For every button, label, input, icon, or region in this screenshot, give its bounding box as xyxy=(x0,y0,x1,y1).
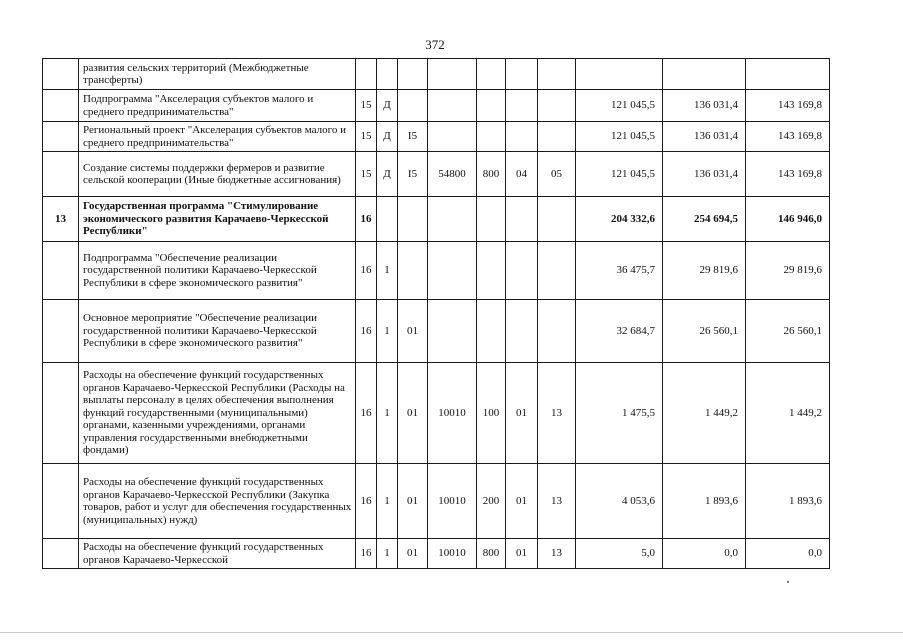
amount-year3-cell: 146 946,0 xyxy=(746,197,830,242)
code-direction-cell: 10010 xyxy=(428,363,477,464)
code-gp-cell: 16 xyxy=(356,363,377,464)
code-om-cell xyxy=(398,59,428,90)
amount-year1-cell: 121 045,5 xyxy=(576,122,663,152)
code-expense-type-cell xyxy=(477,242,506,300)
budget-table xyxy=(42,58,830,569)
code-section-cell xyxy=(506,242,538,300)
code-pp-cell: 1 xyxy=(377,300,398,363)
row-number-cell: 13 xyxy=(43,197,79,242)
code-subsection-cell: 13 xyxy=(538,363,576,464)
code-pp-cell: 1 xyxy=(377,539,398,569)
amount-year1-cell: 36 475,7 xyxy=(576,242,663,300)
table-row xyxy=(43,152,830,197)
code-expense-type-cell: 800 xyxy=(477,539,506,569)
code-direction-cell xyxy=(428,122,477,152)
amount-year3-cell: 1 449,2 xyxy=(746,363,830,464)
code-expense-type-cell: 800 xyxy=(477,152,506,197)
code-om-cell: 01 xyxy=(398,539,428,569)
code-pp-cell: Д xyxy=(377,152,398,197)
row-name-cell: Расходы на обеспечение функций государственных органов Карачаево-Черкесской Республики (Расходы на выплаты персоналу в целях обеспечения выполнения функций государственными (муниципальными) органами, казенными учреждениями, органами управления государственными внебюджетными фондами) xyxy=(79,363,356,464)
amount-year2-cell: 254 694,5 xyxy=(663,197,746,242)
code-subsection-cell: 05 xyxy=(538,152,576,197)
page-number: 372 xyxy=(425,37,445,52)
code-gp-cell: 15 xyxy=(356,90,377,122)
scan-bottom-edge xyxy=(0,632,903,633)
amount-year1-cell xyxy=(576,59,663,90)
code-subsection-cell xyxy=(538,197,576,242)
code-om-cell xyxy=(398,242,428,300)
table-row xyxy=(43,464,830,539)
code-expense-type-cell: 200 xyxy=(477,464,506,539)
amount-year1-cell: 32 684,7 xyxy=(576,300,663,363)
row-name-cell: Подпрограмма "Акселерация субъектов малого и среднего предпринимательства" xyxy=(79,90,356,122)
amount-year2-cell: 136 031,4 xyxy=(663,90,746,122)
code-direction-cell xyxy=(428,59,477,90)
code-direction-cell: 54800 xyxy=(428,152,477,197)
amount-year3-cell: 143 169,8 xyxy=(746,90,830,122)
code-gp-cell: 16 xyxy=(356,464,377,539)
amount-year3-cell: 1 893,6 xyxy=(746,464,830,539)
code-expense-type-cell xyxy=(477,90,506,122)
code-subsection-cell: 13 xyxy=(538,464,576,539)
table-row xyxy=(43,122,830,152)
code-subsection-cell xyxy=(538,242,576,300)
code-direction-cell: 10010 xyxy=(428,464,477,539)
table-row xyxy=(43,539,830,569)
code-pp-cell: 1 xyxy=(377,242,398,300)
row-number-cell xyxy=(43,363,79,464)
code-om-cell xyxy=(398,197,428,242)
row-number-cell xyxy=(43,122,79,152)
row-number-cell xyxy=(43,90,79,122)
amount-year2-cell: 29 819,6 xyxy=(663,242,746,300)
amount-year3-cell xyxy=(746,59,830,90)
code-subsection-cell xyxy=(538,122,576,152)
code-section-cell xyxy=(506,59,538,90)
amount-year2-cell: 0,0 xyxy=(663,539,746,569)
code-om-cell: I5 xyxy=(398,152,428,197)
code-direction-cell: 10010 xyxy=(428,539,477,569)
amount-year2-cell: 1 893,6 xyxy=(663,464,746,539)
code-section-cell xyxy=(506,300,538,363)
row-name-cell: Государственная программа "Стимулирование экономического развития Карачаево-Черкесской Республики" xyxy=(79,197,356,242)
amount-year1-cell: 4 053,6 xyxy=(576,464,663,539)
row-name-cell: развития сельских территорий (Межбюджетные трансферты) xyxy=(79,59,356,90)
code-pp-cell: Д xyxy=(377,122,398,152)
code-expense-type-cell xyxy=(477,300,506,363)
code-pp-cell: 1 xyxy=(377,464,398,539)
amount-year1-cell: 121 045,5 xyxy=(576,90,663,122)
code-om-cell: 01 xyxy=(398,363,428,464)
row-name-cell: Расходы на обеспечение функций государственных органов Карачаево-Черкесской Республики (Закупка товаров, работ и услуг для обеспечения государственных (муниципальных) нужд) xyxy=(79,464,356,539)
code-section-cell: 01 xyxy=(506,363,538,464)
row-name-cell: Основное мероприятие "Обеспечение реализации государственной политики Карачаево-Черкесской Республики в сфере экономического развития" xyxy=(79,300,356,363)
amount-year2-cell: 26 560,1 xyxy=(663,300,746,363)
code-expense-type-cell xyxy=(477,59,506,90)
code-section-cell: 01 xyxy=(506,464,538,539)
code-gp-cell xyxy=(356,59,377,90)
code-gp-cell: 16 xyxy=(356,539,377,569)
code-pp-cell: 1 xyxy=(377,363,398,464)
table-row xyxy=(43,363,830,464)
code-gp-cell: 15 xyxy=(356,122,377,152)
row-number-cell xyxy=(43,242,79,300)
code-subsection-cell xyxy=(538,300,576,363)
row-number-cell xyxy=(43,152,79,197)
amount-year2-cell: 1 449,2 xyxy=(663,363,746,464)
amount-year1-cell: 5,0 xyxy=(576,539,663,569)
row-name-cell: Создание системы поддержки фермеров и развитие сельской кооперации (Иные бюджетные ассигнования) xyxy=(79,152,356,197)
row-number-cell xyxy=(43,300,79,363)
amount-year3-cell: 143 169,8 xyxy=(746,122,830,152)
row-number-cell xyxy=(43,539,79,569)
table-row-program xyxy=(43,197,830,242)
table-row xyxy=(43,300,830,363)
table-row xyxy=(43,59,830,90)
row-number-cell xyxy=(43,464,79,539)
amount-year3-cell: 0,0 xyxy=(746,539,830,569)
code-om-cell xyxy=(398,90,428,122)
code-gp-cell: 16 xyxy=(356,242,377,300)
code-direction-cell xyxy=(428,300,477,363)
code-section-cell xyxy=(506,122,538,152)
amount-year3-cell: 26 560,1 xyxy=(746,300,830,363)
code-section-cell xyxy=(506,197,538,242)
code-pp-cell xyxy=(377,59,398,90)
amount-year1-cell: 121 045,5 xyxy=(576,152,663,197)
amount-year2-cell: 136 031,4 xyxy=(663,152,746,197)
row-name-cell: Расходы на обеспечение функций государственных органов Карачаево-Черкесской xyxy=(79,539,356,569)
amount-year1-cell: 204 332,6 xyxy=(576,197,663,242)
code-gp-cell: 16 xyxy=(356,197,377,242)
code-gp-cell: 16 xyxy=(356,300,377,363)
code-direction-cell xyxy=(428,197,477,242)
code-pp-cell: Д xyxy=(377,90,398,122)
code-expense-type-cell xyxy=(477,197,506,242)
amount-year3-cell: 29 819,6 xyxy=(746,242,830,300)
code-direction-cell xyxy=(428,90,477,122)
table-row xyxy=(43,242,830,300)
code-gp-cell: 15 xyxy=(356,152,377,197)
amount-year1-cell: 1 475,5 xyxy=(576,363,663,464)
row-name-cell: Региональный проект "Акселерация субъектов малого и среднего предпринимательства" xyxy=(79,122,356,152)
code-subsection-cell xyxy=(538,90,576,122)
amount-year2-cell xyxy=(663,59,746,90)
code-section-cell: 01 xyxy=(506,539,538,569)
code-om-cell: 01 xyxy=(398,464,428,539)
code-pp-cell xyxy=(377,197,398,242)
code-section-cell: 04 xyxy=(506,152,538,197)
code-om-cell: I5 xyxy=(398,122,428,152)
row-number-cell xyxy=(43,59,79,90)
code-expense-type-cell xyxy=(477,122,506,152)
code-om-cell: 01 xyxy=(398,300,428,363)
scan-speck xyxy=(787,581,789,583)
row-name-cell: Подпрограмма "Обеспечение реализации государственной политики Карачаево-Черкесской Республики в сфере экономического развития" xyxy=(79,242,356,300)
code-subsection-cell: 13 xyxy=(538,539,576,569)
amount-year3-cell: 143 169,8 xyxy=(746,152,830,197)
code-section-cell xyxy=(506,90,538,122)
code-subsection-cell xyxy=(538,59,576,90)
code-direction-cell xyxy=(428,242,477,300)
table-row xyxy=(43,90,830,122)
code-expense-type-cell: 100 xyxy=(477,363,506,464)
amount-year2-cell: 136 031,4 xyxy=(663,122,746,152)
